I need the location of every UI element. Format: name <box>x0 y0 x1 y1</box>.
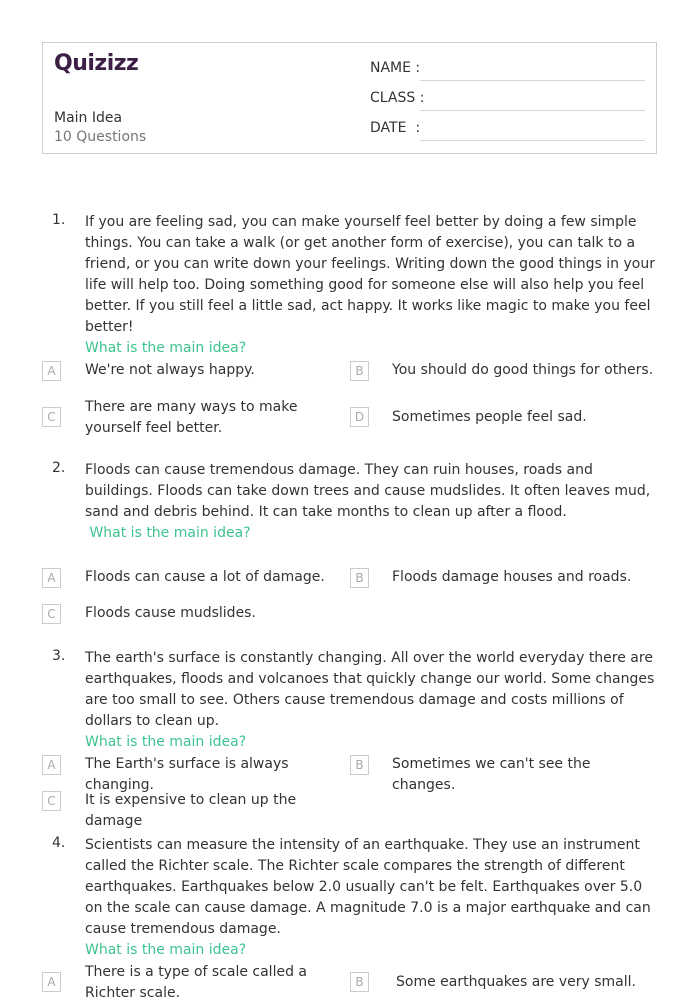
question-text <box>85 648 660 753</box>
option-text[interactable]: The Earth's surface is always changing. <box>85 756 289 793</box>
option-box-a[interactable]: A <box>42 568 61 588</box>
option-box-b[interactable]: B <box>350 972 369 992</box>
worksheet-title: Main Idea <box>54 110 123 126</box>
class-field[interactable] <box>370 90 424 106</box>
question-prompt: What is the main idea? <box>85 734 247 750</box>
option-box-c[interactable]: C <box>42 791 61 811</box>
worksheet-header <box>42 42 657 154</box>
option-text[interactable]: Some earthquakes are very small. <box>396 974 636 990</box>
option-text[interactable]: There are many ways to make yourself feel better. <box>85 399 298 436</box>
question-prompt: What is the main idea? <box>85 340 247 356</box>
date-field[interactable] <box>370 120 420 136</box>
option-text[interactable]: There is a type of scale called a Richter scale. <box>85 964 307 1001</box>
option-text[interactable]: You should do good things for others. <box>392 362 654 378</box>
option-text[interactable]: Floods can cause a lot of damage. <box>85 569 325 585</box>
option-box-b[interactable]: B <box>350 361 369 381</box>
question-body: Scientists can measure the intensity of an earthquake. They use an instrument called the Richter scale. The Richter scale compares the strength of different earthquakes. Earthquakes below 2.0 usually can't be felt. Earthquakes over 5.0 on the scale can cause damage. A magnitude 7.0 is a major earthquake and can cause tremendous damage. <box>85 837 651 937</box>
class-label: CLASS : <box>370 90 425 106</box>
option-text[interactable]: Sometimes people feel sad. <box>392 409 587 425</box>
option-text[interactable]: It is expensive to clean up the damage <box>85 792 297 829</box>
date-line <box>420 140 645 141</box>
question-number: 4. <box>52 835 66 851</box>
name-line <box>420 80 645 81</box>
question-number: 3. <box>52 648 66 664</box>
option-box-a[interactable]: A <box>42 361 61 381</box>
date-label: DATE : <box>370 120 421 136</box>
option-box-b[interactable]: B <box>350 568 369 588</box>
question-count: 10 Questions <box>54 129 147 145</box>
question-prompt: What is the main idea? <box>85 942 247 958</box>
question-prompt: What is the main idea? <box>85 525 251 541</box>
question-text <box>85 212 660 359</box>
option-text[interactable]: Floods damage houses and roads. <box>392 569 632 585</box>
option-box-a[interactable]: A <box>42 972 61 992</box>
question-body: The earth's surface is constantly changing. All over the world everyday there are earthquakes, floods and volcanoes that quickly change our world. Some changes are too small to see. Others cause tremendous damage and costs millions of dollars to clean up. <box>85 650 655 729</box>
quizizz-logo: Quizizz <box>54 51 139 76</box>
option-box-c[interactable]: C <box>42 604 61 624</box>
question-text <box>85 835 660 961</box>
name-field[interactable] <box>370 60 420 76</box>
option-text[interactable]: We're not always happy. <box>85 362 255 378</box>
question-number: 2. <box>52 460 66 476</box>
question-number: 1. <box>52 212 66 228</box>
question-body: Floods can cause tremendous damage. They can ruin houses, roads and buildings. Floods can take down trees and cause mudslides. It often leaves mud, sand and debris behind. It can take months to clean up after a flood. <box>85 462 651 520</box>
name-label: NAME : <box>370 60 421 76</box>
option-text[interactable]: Floods cause mudslides. <box>85 605 256 621</box>
class-line <box>420 110 645 111</box>
question-text <box>85 460 660 544</box>
option-box-c[interactable]: C <box>42 407 61 427</box>
question-body: If you are feeling sad, you can make yourself feel better by doing a few simple things. You can take a walk (or get another form of exercise), you can talk to a friend, or you can write down your feelings. Writing down the good things in your life will help too. Doing something good for someone else will also help you feel better. If you still feel a little sad, act happy. It works like magic to make you feel better! <box>85 214 655 335</box>
option-text[interactable]: Sometimes we can't see the changes. <box>392 756 591 793</box>
option-box-a[interactable]: A <box>42 755 61 775</box>
option-box-d[interactable]: D <box>350 407 369 427</box>
option-box-b[interactable]: B <box>350 755 369 775</box>
